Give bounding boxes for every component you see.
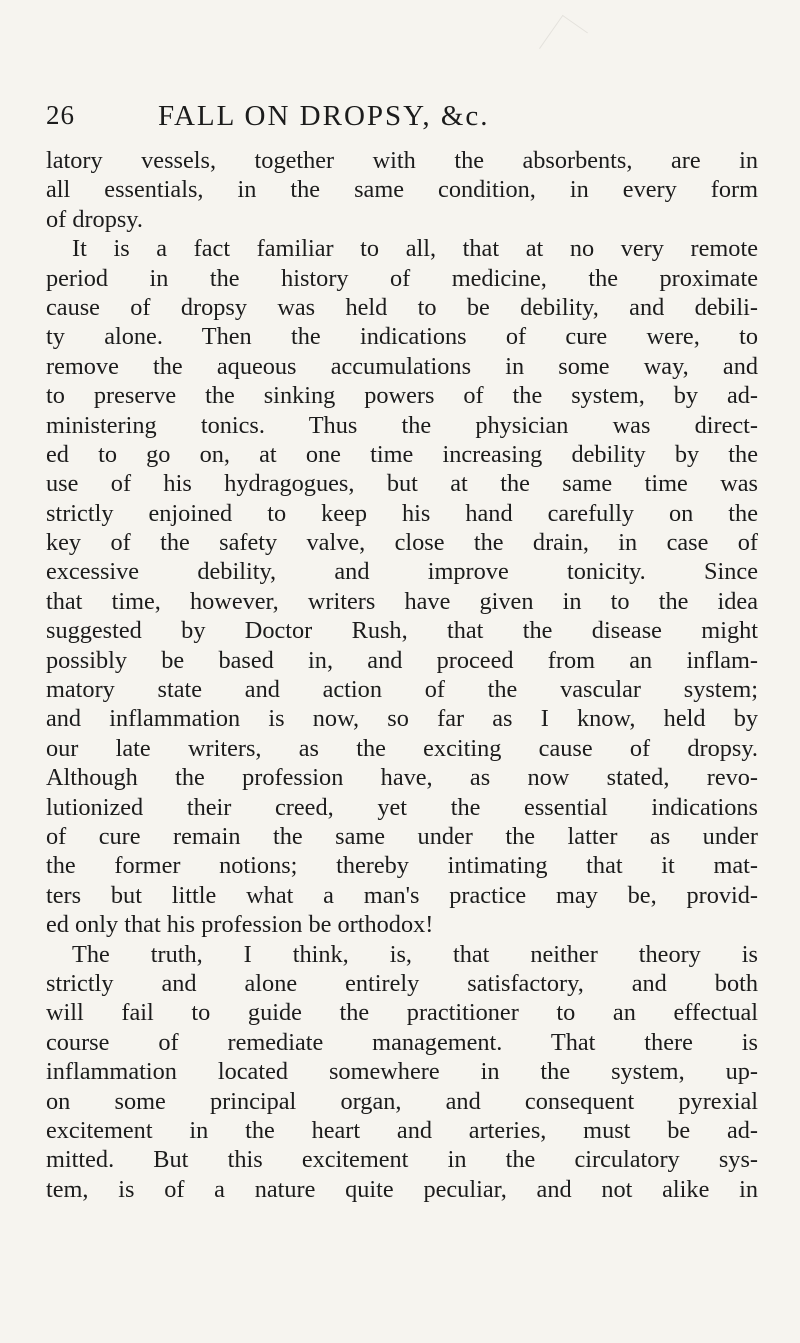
page-header xyxy=(46,100,756,140)
text-line: period in the history of medicine, the proximate xyxy=(46,264,758,292)
text-line: ministering tonics. Thus the physician was direct- xyxy=(46,411,758,439)
text-line: ed only that his profession be orthodox! xyxy=(46,911,434,939)
text-line: suggested by Doctor Rush, that the disease might xyxy=(46,617,758,645)
text-line: that time, however, writers have given in to the idea xyxy=(46,587,758,615)
text-line: ters but little what a man's practice may be, provid- xyxy=(46,881,758,909)
text-line: the former notions; thereby intimating that it mat- xyxy=(46,852,758,880)
text-line: and inflammation is now, so far as I know, held by xyxy=(46,705,758,733)
text-line: of cure remain the same under the latter as under xyxy=(46,822,758,850)
text-line: all essentials, in the same condition, in every form xyxy=(46,176,758,204)
scan-artifact xyxy=(539,15,588,66)
text-line: tem, is of a nature quite peculiar, and not alike in xyxy=(46,1175,758,1203)
text-line: ed to go on, at one time increasing debility by the xyxy=(46,440,758,468)
text-line: remove the aqueous accumulations in some way, and xyxy=(46,352,758,380)
text-line: our late writers, as the exciting cause of dropsy. xyxy=(46,734,758,762)
text-line: course of remediate management. That there is xyxy=(46,1028,758,1056)
text-line: on some principal organ, and consequent pyrexial xyxy=(46,1087,758,1115)
text-line: ty alone. Then the indications of cure were, to xyxy=(46,323,758,351)
text-line: excitement in the heart and arteries, must be ad- xyxy=(46,1116,758,1144)
page-number: 26 xyxy=(46,100,75,130)
text-line: It is a fact familiar to all, that at no very remote xyxy=(72,235,758,263)
text-line: excessive debility, and improve tonicity. Since xyxy=(46,558,758,586)
text-line: to preserve the sinking powers of the system, by ad- xyxy=(46,382,758,410)
text-line: matory state and action of the vascular system; xyxy=(46,676,758,704)
text-line: key of the safety valve, close the drain, in case of xyxy=(46,529,758,557)
text-line: latory vessels, together with the absorbents, are in xyxy=(46,147,758,174)
text-line: Although the profession have, as now stated, revo- xyxy=(46,764,758,792)
text-line: possibly be based in, and proceed from an inflam- xyxy=(46,646,758,674)
text-line: strictly enjoined to keep his hand carefully on the xyxy=(46,499,758,527)
text-line: The truth, I think, is, that neither theory is xyxy=(72,940,758,968)
text-line: will fail to guide the practitioner to an effectual xyxy=(46,999,758,1027)
text-line: inflammation located somewhere in the system, up- xyxy=(46,1058,758,1086)
text-line: cause of dropsy was held to be debility, and debili- xyxy=(46,293,758,321)
text-line: of dropsy. xyxy=(46,205,143,233)
text-line: strictly and alone entirely satisfactory, and both xyxy=(46,969,758,997)
text-line: use of his hydragogues, but at the same time was xyxy=(46,470,758,498)
running-title: FALL ON DROPSY, &c. xyxy=(158,100,490,132)
body-text xyxy=(46,146,758,1204)
text-line: mitted. But this excitement in the circulatory sys- xyxy=(46,1146,758,1174)
text-line: lutionized their creed, yet the essential indications xyxy=(46,793,758,821)
